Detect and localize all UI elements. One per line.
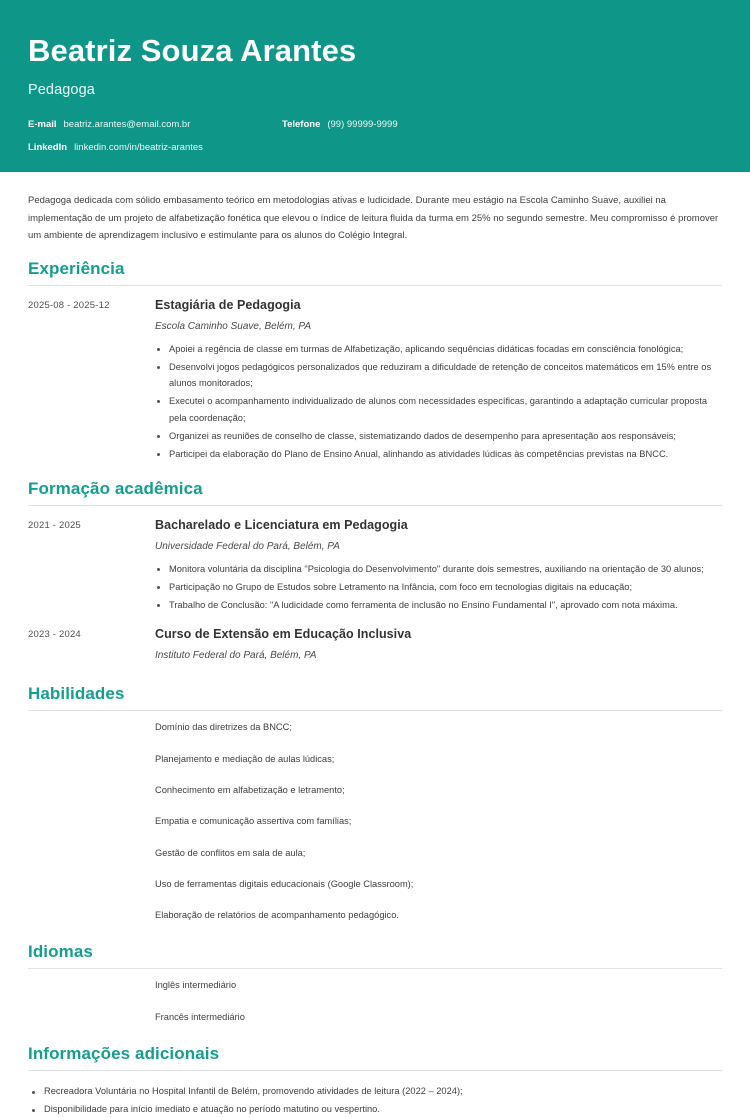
section-divider-experience	[28, 285, 722, 286]
candidate-job-title: Pedagoga	[28, 82, 95, 99]
list-item: Gestão de conflitos em sala de aula;	[155, 847, 306, 858]
list-item: Desenvolvi jogos pedagógicos personalizados que reduziram a dificuldade de retenção de conceitos matemáticos em 15% entre os alunos monitorados;	[155, 359, 722, 392]
experience-entry-main	[155, 298, 722, 465]
section-divider-education	[28, 505, 722, 506]
list-item: Executei o acompanhamento individualizado de alunos com necessidades específicas, garantindo a adaptação curricular proposta pela coordenação;	[155, 393, 722, 426]
contact-phone[interactable]	[282, 120, 398, 130]
education-entry-degree: Curso de Extensão em Educação Inclusiva	[155, 627, 412, 642]
resume-body	[0, 192, 750, 1118]
education-entry-dates: 2023 - 2024	[28, 629, 81, 641]
professional-summary: Pedagoga dedicada com sólido embasamento teórico em metodologias ativas e ludicidade. Durante meu estágio na Escola Caminho Suave, auxiliei na implementação de um projeto de alfabetização fonética que elevou o índice de leitura fluida da turma em 25% no segundo semestre. Meu compromisso é promover um ambiente de aprendizagem inclusivo e estimulante para os alunos do Colégio Integral.	[28, 195, 719, 242]
list-item: Inglês intermediário	[155, 980, 237, 991]
education-entry-bullets	[155, 561, 722, 614]
education-entry-main	[155, 518, 722, 616]
list-item: Recreadora Voluntária no Hospital Infantil de Belém, promovendo atividades de leitura (2022 – 2024);	[28, 1083, 722, 1101]
education-entry-degree: Bacharelado e Licenciatura em Pedagogia	[155, 517, 408, 532]
contact-phone-value: (99) 99999-9999	[327, 119, 398, 131]
experience-entry-bullets	[155, 341, 722, 463]
section-education	[28, 479, 722, 671]
list-item: Elaboração de relatórios de acompanhamento pedagógico.	[155, 910, 399, 921]
additional-information-list	[28, 1083, 722, 1118]
section-title-languages: Idiomas	[28, 942, 93, 962]
contact-linkedin-value: linkedin.com/in/beatriz-arantes	[74, 141, 203, 153]
list-item: Planejamento e mediação de aulas lúdicas;	[155, 753, 335, 764]
section-experience	[28, 259, 722, 465]
list-item: Conhecimento em alfabetização e letramento;	[155, 784, 345, 795]
languages-list	[28, 981, 722, 1022]
experience-entry-dates: 2025-08 - 2025-12	[28, 299, 110, 311]
candidate-full-name: Beatriz Souza Arantes	[28, 33, 357, 68]
list-item: Francês intermediário	[155, 1011, 245, 1022]
contact-email-value: beatriz.arantes@email.com.br	[63, 119, 191, 131]
contact-phone-label: Telefone	[282, 119, 321, 131]
experience-entry-role: Estagiária de Pedagogia	[155, 297, 301, 312]
list-item: Participei da elaboração do Plano de Ensino Anual, alinhando as atividades lúdicas às competências previstas na BNCC.	[155, 446, 722, 462]
section-languages	[28, 942, 722, 1022]
list-item: Participação no Grupo de Estudos sobre Letramento na Infância, com foco em tecnologias digitais na educação;	[155, 579, 722, 595]
list-item: Domínio das diretrizes da BNCC;	[155, 722, 292, 733]
list-item: Disponibilidade para início imediato e atuação no período matutino ou vespertino.	[28, 1101, 722, 1118]
list-item: Apoiei a regência de classe em turmas de Alfabetização, aplicando sequências didáticas focadas em consciência fonológica;	[155, 341, 722, 357]
experience-entry-organization: Escola Caminho Suave, Belém, PA	[155, 320, 312, 332]
education-entry-institution: Instituto Federal do Pará, Belém, PA	[155, 650, 317, 662]
section-divider-skills	[28, 710, 722, 711]
contact-row-secondary	[28, 143, 722, 153]
list-item: Monitora voluntária da disciplina "Psicologia do Desenvolvimento" durante dois semestres, auxiliando na orientação de 30 alunos;	[155, 561, 722, 577]
skills-list	[28, 723, 722, 920]
section-skills	[28, 684, 722, 920]
section-title-experience: Experiência	[28, 258, 125, 278]
contact-row-primary	[28, 120, 722, 130]
contact-email-label: E-mail	[28, 119, 57, 131]
contact-linkedin[interactable]	[28, 143, 282, 153]
list-item: Empatia e comunicação assertiva com famílias;	[155, 816, 352, 827]
education-entry-main	[155, 627, 722, 670]
list-item: Uso de ferramentas digitais educacionais (Google Classroom);	[155, 878, 414, 889]
education-entry	[28, 627, 722, 670]
list-item: Organizei as reuniões de conselho de classe, sistematizando dados de desempenho para apresentação aos responsáveis;	[155, 428, 722, 444]
section-additional-information	[28, 1044, 722, 1118]
section-title-skills: Habilidades	[28, 684, 125, 704]
resume-header-banner	[0, 0, 750, 172]
contact-email[interactable]	[28, 120, 282, 130]
list-item: Trabalho de Conclusão: "A ludicidade como ferramenta de inclusão no Ensino Fundamental I", aprovado com nota máxima.	[155, 597, 722, 613]
section-divider-additional-information	[28, 1070, 722, 1071]
section-title-additional-information: Informações adicionais	[28, 1044, 220, 1064]
section-divider-languages	[28, 968, 722, 969]
contact-details	[28, 120, 722, 152]
education-entry-institution: Universidade Federal do Pará, Belém, PA	[155, 540, 340, 552]
contact-linkedin-label: LinkedIn	[28, 141, 68, 153]
experience-entry	[28, 298, 722, 465]
section-title-education: Formação acadêmica	[28, 478, 203, 498]
education-entry	[28, 518, 722, 616]
education-entry-dates: 2021 - 2025	[28, 519, 81, 531]
